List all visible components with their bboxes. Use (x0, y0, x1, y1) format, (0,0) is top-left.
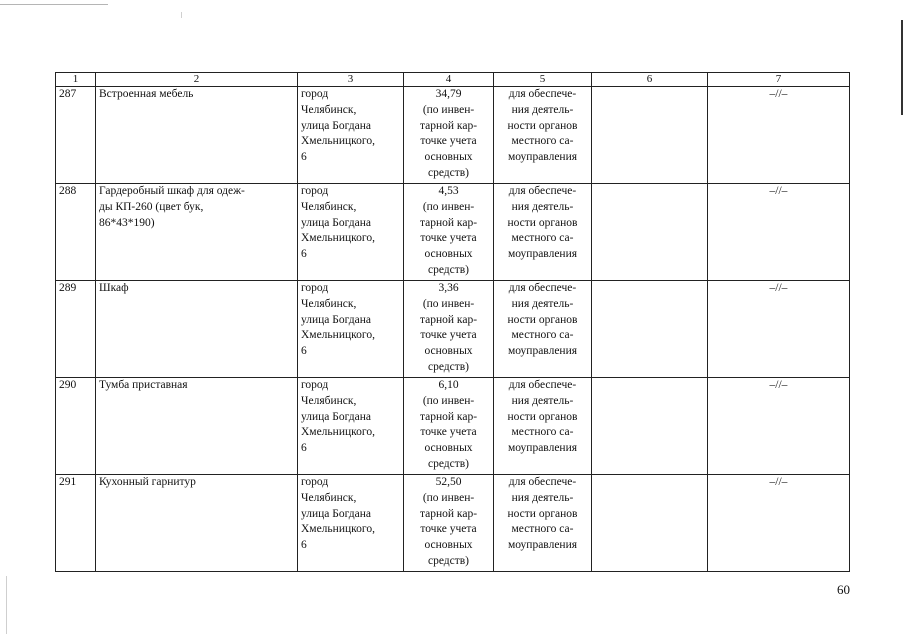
item-address-line: город (301, 88, 329, 100)
item-address-line: Челябинск, (301, 200, 357, 213)
ditto-mark: –//– (769, 476, 788, 488)
item-purpose-line: местного са- (511, 523, 574, 536)
item-value-line: средств) (427, 263, 470, 276)
item-name-line: ды КП-260 (цвет бук, (99, 200, 204, 213)
item-value-line: основных (424, 345, 473, 358)
item-number: 291 (59, 476, 77, 488)
item-address-line: Хмельницкого, (301, 523, 375, 536)
item-address-line: 6 (301, 345, 307, 358)
item-address-line: город (301, 379, 329, 391)
item-name-cell (96, 184, 298, 281)
item-number: 289 (59, 282, 77, 294)
column-7-cell (708, 184, 850, 281)
item-purpose-line: ности органов (507, 216, 578, 229)
item-value-line: основных (424, 151, 473, 164)
table-row (56, 475, 850, 572)
item-purpose-line: для обеспече- (508, 476, 577, 488)
item-number: 287 (59, 88, 77, 100)
item-value-line: средств) (427, 166, 470, 179)
item-value-line: основных (424, 248, 473, 261)
item-value-line: точке учета (420, 329, 477, 342)
item-address-line: 6 (301, 442, 307, 455)
item-address-line: Челябинск, (301, 491, 357, 504)
item-purpose-line: ния деятель- (511, 103, 574, 116)
scan-artifact-left-mark (6, 576, 7, 634)
item-value-line: (по инвен- (422, 103, 475, 116)
item-name-line: Гардеробный шкаф для одеж- (99, 185, 245, 197)
item-number: 290 (59, 379, 77, 391)
item-name-line: Тумба приставная (99, 379, 188, 391)
item-purpose-cell (494, 281, 592, 378)
page-number: 60 (837, 582, 850, 597)
column-6-cell (592, 475, 708, 572)
item-purpose-line: ния деятель- (511, 394, 574, 407)
column-6-cell (592, 184, 708, 281)
item-address-line: город (301, 476, 329, 488)
item-purpose-line: местного са- (511, 135, 574, 148)
item-value-line: (по инвен- (422, 394, 475, 407)
item-address-line: город (301, 185, 329, 197)
item-value-line: (по инвен- (422, 297, 475, 310)
item-address-line: 6 (301, 151, 307, 164)
item-name-cell (96, 378, 298, 475)
item-address-line: Хмельницкого, (301, 135, 375, 148)
item-purpose-cell (494, 378, 592, 475)
table-row (56, 184, 850, 281)
item-purpose-line: ности органов (507, 313, 578, 326)
item-value-cell (404, 378, 494, 475)
header-cell-5: 5 (494, 73, 592, 87)
item-purpose-line: ности органов (507, 119, 578, 132)
item-purpose-line: ния деятель- (511, 491, 574, 504)
item-value-line: средств) (427, 360, 470, 373)
item-number-cell (56, 184, 96, 281)
item-value-line: 34,79 (435, 88, 462, 100)
item-name-cell (96, 87, 298, 184)
item-address-line: улица Богдана (301, 410, 371, 423)
item-address-cell (298, 281, 404, 378)
item-value-line: (по инвен- (422, 200, 475, 213)
item-name-line: Шкаф (99, 282, 129, 294)
item-purpose-line: моуправления (507, 248, 578, 261)
item-purpose-line: моуправления (507, 442, 578, 455)
item-address-cell (298, 184, 404, 281)
column-7-cell (708, 475, 850, 572)
item-purpose-line: ности органов (507, 507, 578, 520)
item-value-line: точке учета (420, 523, 477, 536)
item-address-line: Челябинск, (301, 297, 357, 310)
item-number: 288 (59, 185, 77, 197)
item-purpose-line: моуправления (507, 539, 578, 552)
column-6-cell (592, 281, 708, 378)
table-header-row (56, 73, 850, 87)
item-value-cell (404, 184, 494, 281)
header-cell-1: 1 (56, 73, 96, 87)
item-name-line: Кухонный гарнитур (99, 476, 196, 488)
item-purpose-line: для обеспече- (508, 379, 577, 391)
item-address-line: Челябинск, (301, 394, 357, 407)
item-address-line: улица Богдана (301, 507, 371, 520)
item-purpose-line: местного са- (511, 426, 574, 439)
table-body (56, 73, 850, 572)
table-row (56, 281, 850, 378)
item-value-line: (по инвен- (422, 491, 475, 504)
item-value-line: 4,53 (438, 185, 459, 197)
item-value-line: точке учета (420, 135, 477, 148)
item-address-line: 6 (301, 539, 307, 552)
item-name-line: 86*43*190) (99, 216, 155, 229)
item-name-cell (96, 475, 298, 572)
column-6-cell (592, 87, 708, 184)
column-7-cell (708, 281, 850, 378)
scan-artifact-speck (181, 12, 182, 18)
item-purpose-cell (494, 184, 592, 281)
item-value-line: 3,36 (438, 282, 459, 294)
column-7-cell (708, 378, 850, 475)
item-name-line: Встроенная мебель (99, 88, 194, 100)
header-cell-2: 2 (96, 73, 298, 87)
item-value-line: основных (424, 442, 473, 455)
item-number-cell (56, 87, 96, 184)
item-value-cell (404, 475, 494, 572)
header-cell-4: 4 (404, 73, 494, 87)
item-value-line: 6,10 (438, 379, 459, 391)
item-value-line: тарной кар- (419, 216, 478, 229)
item-purpose-line: для обеспече- (508, 185, 577, 197)
item-purpose-line: ности органов (507, 410, 578, 423)
header-cell-6: 6 (592, 73, 708, 87)
item-address-cell (298, 378, 404, 475)
item-value-line: основных (424, 539, 473, 552)
scan-artifact-top-line (0, 4, 108, 5)
item-purpose-line: местного са- (511, 232, 574, 245)
property-register-table (55, 72, 850, 572)
item-number-cell (56, 281, 96, 378)
item-address-line: 6 (301, 248, 307, 261)
item-address-line: Хмельницкого, (301, 232, 375, 245)
item-purpose-line: моуправления (507, 345, 578, 358)
table-row (56, 87, 850, 184)
item-address-cell (298, 475, 404, 572)
column-6-cell (592, 378, 708, 475)
ditto-mark: –//– (769, 379, 788, 391)
scan-artifact-right-edge (901, 20, 903, 115)
header-cell-7: 7 (708, 73, 850, 87)
column-7-cell (708, 87, 850, 184)
item-address-line: Хмельницкого, (301, 426, 375, 439)
header-cell-3: 3 (298, 73, 404, 87)
ditto-mark: –//– (769, 282, 788, 294)
item-address-line: улица Богдана (301, 313, 371, 326)
item-value-line: тарной кар- (419, 313, 478, 326)
item-purpose-line: для обеспече- (508, 88, 577, 100)
item-address-cell (298, 87, 404, 184)
item-address-line: Хмельницкого, (301, 329, 375, 342)
item-value-line: средств) (427, 457, 470, 470)
item-purpose-line: ния деятель- (511, 200, 574, 213)
table-row (56, 378, 850, 475)
item-purpose-line: ния деятель- (511, 297, 574, 310)
ditto-mark: –//– (769, 185, 788, 197)
item-value-line: точке учета (420, 426, 477, 439)
item-address-line: Челябинск, (301, 103, 357, 116)
item-value-cell (404, 281, 494, 378)
item-value-line: точке учета (420, 232, 477, 245)
item-name-cell (96, 281, 298, 378)
ditto-mark: –//– (769, 88, 788, 100)
item-value-line: тарной кар- (419, 119, 478, 132)
item-number-cell (56, 378, 96, 475)
item-address-line: улица Богдана (301, 119, 371, 132)
item-address-line: город (301, 282, 329, 294)
item-purpose-line: моуправления (507, 151, 578, 164)
item-value-cell (404, 87, 494, 184)
item-value-line: средств) (427, 554, 470, 567)
item-number-cell (56, 475, 96, 572)
item-value-line: 52,50 (435, 476, 462, 488)
item-purpose-cell (494, 87, 592, 184)
item-value-line: тарной кар- (419, 507, 478, 520)
item-purpose-cell (494, 475, 592, 572)
item-value-line: тарной кар- (419, 410, 478, 423)
item-purpose-line: местного са- (511, 329, 574, 342)
item-purpose-line: для обеспече- (508, 282, 577, 294)
item-address-line: улица Богдана (301, 216, 371, 229)
